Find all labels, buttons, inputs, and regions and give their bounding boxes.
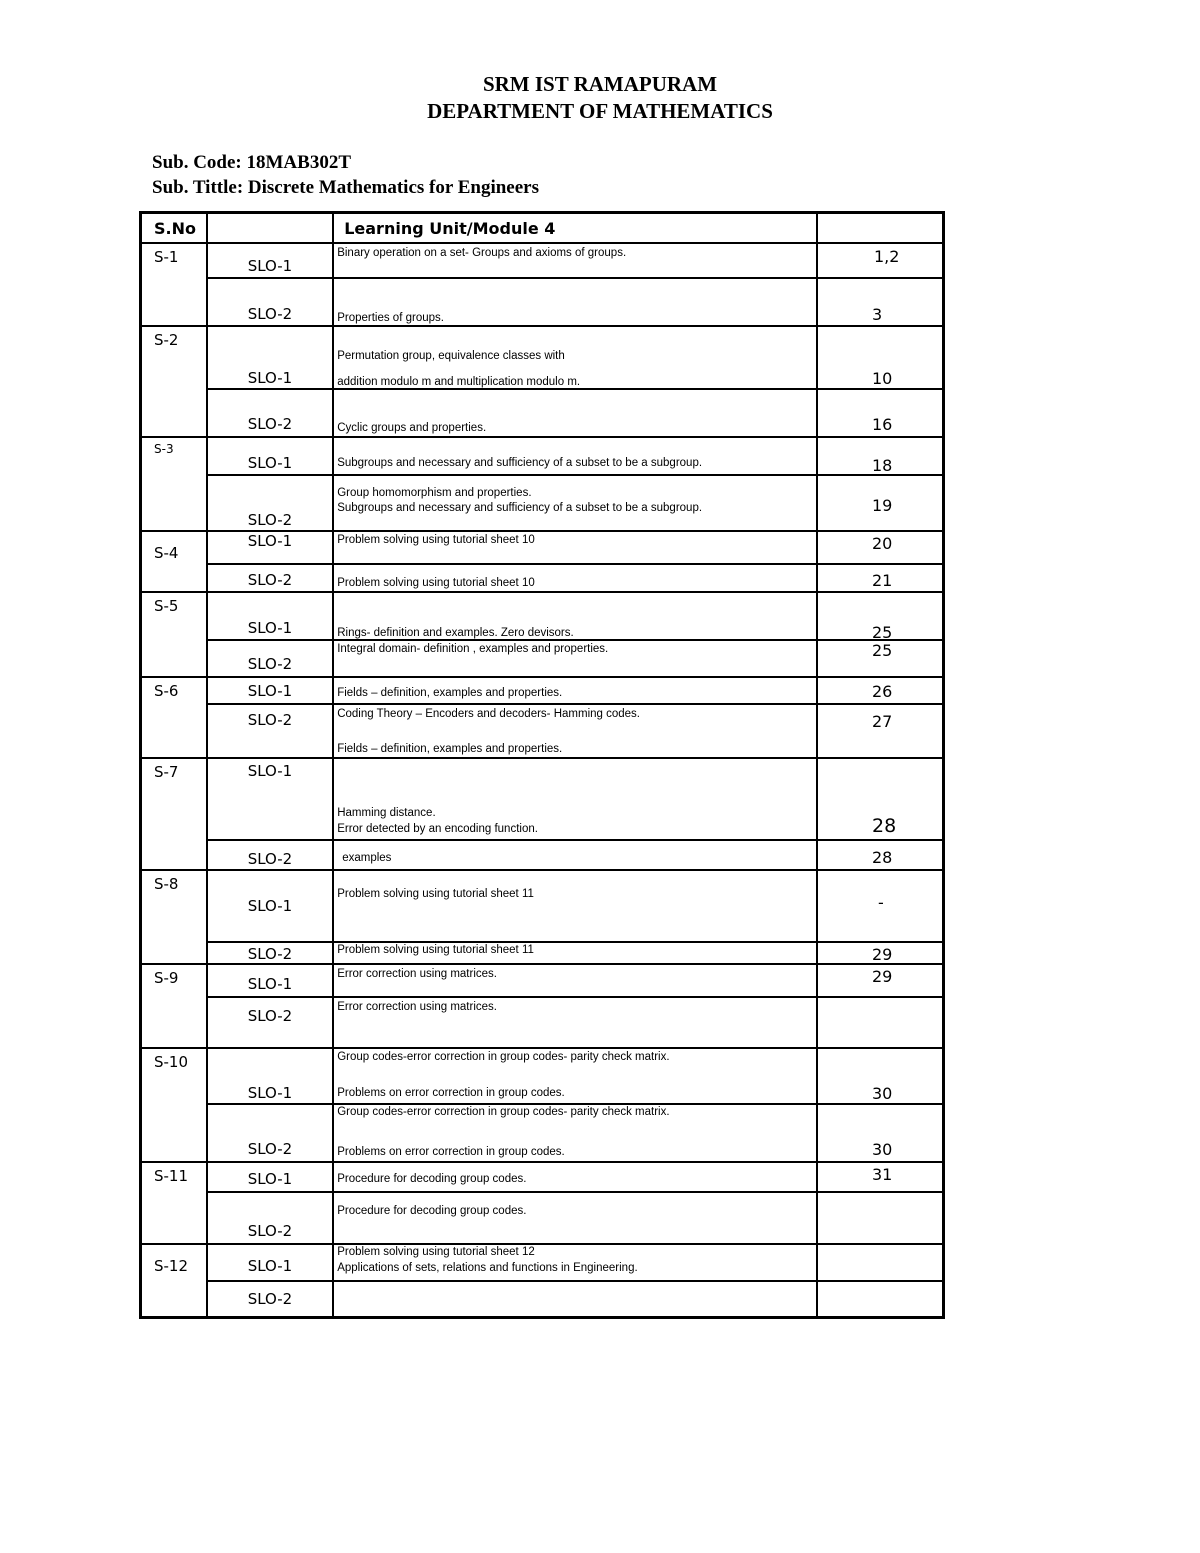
slo-label: SLO-2: [247, 711, 293, 729]
page-ref: 26: [872, 682, 893, 701]
session-number: [141, 243, 207, 326]
topic-text: Fields – definition, examples and properties.: [337, 743, 563, 755]
slo-cell: [207, 1104, 333, 1162]
table-row: [141, 758, 944, 840]
topic-text: Cyclic groups and properties.: [337, 422, 487, 434]
page-ref-cell: [817, 1048, 944, 1104]
session-number: [141, 437, 207, 531]
slo-label: SLO-2: [247, 511, 293, 529]
session-number: [141, 326, 207, 437]
session-number: [141, 870, 207, 964]
topic-cell: [333, 389, 817, 437]
page-ref-cell: [817, 326, 944, 389]
topic-cell: [333, 1244, 817, 1281]
page-ref-cell: [817, 942, 944, 964]
topic-text: Rings- definition and examples. Zero devisors.: [337, 627, 574, 639]
table-row: [141, 1281, 944, 1317]
session-number: [141, 964, 207, 1048]
department-title: DEPARTMENT OF MATHEMATICS: [427, 99, 773, 123]
topic-cell: [333, 1192, 817, 1244]
topic-cell: [333, 677, 817, 704]
syllabus-table: [139, 211, 945, 1319]
topic-text: Problem solving using tutorial sheet 11: [337, 888, 534, 900]
topic-cell: [333, 564, 817, 592]
topic-text: Procedure for decoding group codes.: [337, 1173, 527, 1185]
slo-cell: [207, 475, 333, 531]
session-number: [141, 531, 207, 592]
slo-label: SLO-1: [247, 369, 293, 387]
header-title: [333, 213, 817, 244]
page-ref: -: [878, 893, 884, 912]
session-number-label: S-6: [154, 682, 179, 700]
page-ref: 25: [872, 623, 893, 642]
page-ref: 1,2: [874, 247, 900, 266]
topic-text: Problem solving using tutorial sheet 12: [337, 1246, 535, 1258]
session-number: [141, 1048, 207, 1162]
slo-label: SLO-2: [247, 571, 293, 589]
slo-cell: [207, 389, 333, 437]
table-row: [141, 326, 944, 389]
page-ref: 29: [872, 967, 893, 986]
topic-cell: [333, 278, 817, 326]
table-row: [141, 278, 944, 326]
slo-label: SLO-2: [247, 1007, 293, 1025]
topic-cell: [333, 942, 817, 964]
topic-cell: [333, 475, 817, 531]
page-ref: 19: [872, 496, 893, 515]
slo-label: SLO-1: [247, 257, 293, 275]
session-number: [141, 758, 207, 870]
page-ref-cell: [817, 564, 944, 592]
topic-cell: [333, 1162, 817, 1192]
slo-cell: [207, 437, 333, 475]
session-number: [141, 592, 207, 677]
slo-label: SLO-2: [247, 1290, 293, 1308]
header-sno: [141, 213, 207, 244]
header-page: [817, 213, 944, 244]
page-ref: 30: [872, 1140, 893, 1159]
session-number-label: S-5: [154, 597, 179, 615]
page-ref: 27: [872, 712, 893, 731]
page-ref-cell: [817, 870, 944, 942]
topic-cell: [333, 531, 817, 564]
topic-text: Subgroups and necessary and sufficiency of a subset to be a subgroup.: [337, 502, 703, 514]
table-row: [141, 997, 944, 1048]
slo-label: SLO-2: [247, 1140, 293, 1158]
slo-cell: [207, 997, 333, 1048]
topic-text: Problem solving using tutorial sheet 10: [337, 577, 535, 589]
topic-text: Group homomorphism and properties.: [337, 487, 532, 499]
session-number: [141, 677, 207, 758]
table-row: [141, 1104, 944, 1162]
page-ref-cell: [817, 437, 944, 475]
table-row: [141, 531, 944, 564]
slo-cell: [207, 942, 333, 964]
session-number: [141, 1162, 207, 1244]
session-number-label: S-10: [154, 1053, 189, 1071]
header-title-label: Learning Unit/Module 4: [344, 219, 556, 238]
slo-label: SLO-2: [247, 945, 293, 963]
page-ref: 25: [872, 641, 893, 660]
page-ref-cell: [817, 1281, 944, 1317]
topic-cell: [333, 1281, 817, 1317]
topic-cell: [333, 997, 817, 1048]
topic-text: examples: [342, 852, 392, 864]
session-number: [141, 1244, 207, 1317]
page-ref-cell: [817, 704, 944, 758]
topic-cell: [333, 870, 817, 942]
topic-cell: [333, 1048, 817, 1104]
table-row: [141, 243, 944, 278]
page-ref: 20: [872, 534, 893, 553]
table-row: [141, 1162, 944, 1192]
page-ref-cell: [817, 640, 944, 677]
session-number-label: S-11: [154, 1167, 189, 1185]
session-number-label: S-3: [154, 442, 174, 456]
topic-text: Group codes-error correction in group codes- parity check matrix.: [337, 1106, 670, 1118]
page-ref: 30: [872, 1084, 893, 1103]
topic-cell: [333, 840, 817, 870]
page-ref-cell: [817, 1192, 944, 1244]
page-ref-cell: [817, 243, 944, 278]
topic-text: Problem solving using tutorial sheet 10: [337, 534, 535, 546]
page-ref-cell: [817, 592, 944, 640]
table-row: [141, 475, 944, 531]
page-ref-cell: [817, 531, 944, 564]
page-ref-cell: [817, 1104, 944, 1162]
slo-label: SLO-2: [247, 850, 293, 868]
table-row: [141, 870, 944, 942]
topic-cell: [333, 964, 817, 997]
topic-text: Error correction using matrices.: [337, 1001, 497, 1013]
slo-cell: [207, 870, 333, 942]
page-ref: 29: [872, 945, 893, 964]
topic-cell: [333, 437, 817, 475]
slo-cell: [207, 326, 333, 389]
topic-text: addition modulo m and multiplication modulo m.: [337, 376, 581, 388]
table-row: [141, 677, 944, 704]
page-ref-cell: [817, 964, 944, 997]
slo-cell: [207, 677, 333, 704]
slo-cell: [207, 640, 333, 677]
session-number-label: S-1: [154, 248, 179, 266]
slo-cell: [207, 1244, 333, 1281]
slo-label: SLO-1: [247, 762, 293, 780]
page-ref-cell: [817, 475, 944, 531]
topic-text: Problem solving using tutorial sheet 11: [337, 944, 534, 956]
topic-text: Coding Theory – Encoders and decoders- Hamming codes.: [337, 708, 640, 720]
topic-cell: [333, 640, 817, 677]
institution-title: SRM IST RAMAPURAM: [482, 72, 718, 96]
slo-label: SLO-1: [247, 975, 293, 993]
topic-cell: [333, 704, 817, 758]
subject-code: Sub. Code: 18MAB302T: [152, 152, 351, 173]
page-ref-cell: [817, 677, 944, 704]
session-number-label: S-8: [154, 875, 179, 893]
session-number-label: S-2: [154, 331, 179, 349]
slo-cell: [207, 1048, 333, 1104]
session-number-label: S-7: [154, 763, 179, 781]
table-row: [141, 437, 944, 475]
topic-text: Error detected by an encoding function.: [337, 823, 538, 835]
slo-cell: [207, 278, 333, 326]
slo-label: SLO-2: [247, 655, 293, 673]
slo-label: SLO-2: [247, 305, 293, 323]
topic-text: Applications of sets, relations and functions in Engineering.: [337, 1262, 638, 1274]
topic-text: Integral domain- definition , examples and properties.: [337, 643, 609, 655]
page-ref-cell: [817, 758, 944, 840]
topic-text: Permutation group, equivalence classes with: [337, 350, 565, 362]
table-row: [141, 942, 944, 964]
topic-text: Subgroups and necessary and sufficiency of a subset to be a subgroup.: [337, 457, 703, 469]
session-number-label: S-4: [154, 544, 179, 562]
slo-cell: [207, 564, 333, 592]
topic-text: Error correction using matrices.: [337, 968, 497, 980]
table-row: [141, 389, 944, 437]
page-ref-cell: [817, 840, 944, 870]
page-ref: 31: [872, 1165, 893, 1184]
session-number-label: S-9: [154, 969, 179, 987]
table-row: [141, 592, 944, 640]
table-row: [141, 1244, 944, 1281]
topic-cell: [333, 592, 817, 640]
topic-text: Procedure for decoding group codes.: [337, 1205, 527, 1217]
topic-text: Problems on error correction in group codes.: [337, 1146, 565, 1158]
topic-cell: [333, 1104, 817, 1162]
topic-text: Properties of groups.: [337, 312, 444, 324]
slo-cell: [207, 1192, 333, 1244]
slo-cell: [207, 243, 333, 278]
topic-text: Problems on error correction in group codes.: [337, 1087, 565, 1099]
table-row: [141, 964, 944, 997]
page-ref: 10: [872, 369, 893, 388]
slo-cell: [207, 758, 333, 840]
topic-text: Binary operation on a set- Groups and axioms of groups.: [337, 247, 627, 259]
slo-cell: [207, 531, 333, 564]
slo-label: SLO-1: [247, 454, 293, 472]
slo-label: SLO-1: [247, 1084, 293, 1102]
session-number-label: S-12: [154, 1257, 189, 1275]
table-row: [141, 704, 944, 758]
topic-cell: [333, 243, 817, 278]
slo-cell: [207, 964, 333, 997]
table-header-row: [141, 213, 944, 244]
slo-label: SLO-2: [247, 1222, 293, 1240]
slo-label: SLO-1: [247, 532, 293, 550]
table-row: [141, 640, 944, 677]
page-ref-cell: [817, 1162, 944, 1192]
topic-cell: [333, 758, 817, 840]
slo-label: SLO-1: [247, 619, 293, 637]
page-ref-cell: [817, 1244, 944, 1281]
slo-label: SLO-2: [247, 415, 293, 433]
table-row: [141, 840, 944, 870]
slo-cell: [207, 704, 333, 758]
slo-label: SLO-1: [247, 682, 293, 700]
slo-label: SLO-1: [247, 1170, 293, 1188]
slo-cell: [207, 1281, 333, 1317]
topic-cell: [333, 326, 817, 389]
page-ref: 21: [872, 571, 893, 590]
slo-label: SLO-1: [247, 897, 293, 915]
page-ref: 18: [872, 456, 893, 475]
page-ref-cell: [817, 997, 944, 1048]
page-ref-cell: [817, 389, 944, 437]
page-ref: 3: [872, 305, 883, 324]
topic-text: Fields – definition, examples and properties.: [337, 687, 563, 699]
table-row: [141, 1192, 944, 1244]
table-row: [141, 1048, 944, 1104]
subject-title: Sub. Tittle: Discrete Mathematics for Engineers: [152, 177, 539, 198]
slo-cell: [207, 1162, 333, 1192]
header-slo: [207, 213, 333, 244]
page-ref: 16: [872, 415, 893, 434]
topic-text: Hamming distance.: [337, 807, 436, 819]
slo-cell: [207, 840, 333, 870]
header-sno-label: S.No: [154, 219, 196, 238]
table-row: [141, 564, 944, 592]
topic-text: Group codes-error correction in group codes- parity check matrix.: [337, 1051, 670, 1063]
page-ref: 28: [872, 848, 893, 867]
slo-label: SLO-1: [247, 1257, 293, 1275]
slo-cell: [207, 592, 333, 640]
page-ref: 28: [872, 815, 897, 837]
page-ref-cell: [817, 278, 944, 326]
